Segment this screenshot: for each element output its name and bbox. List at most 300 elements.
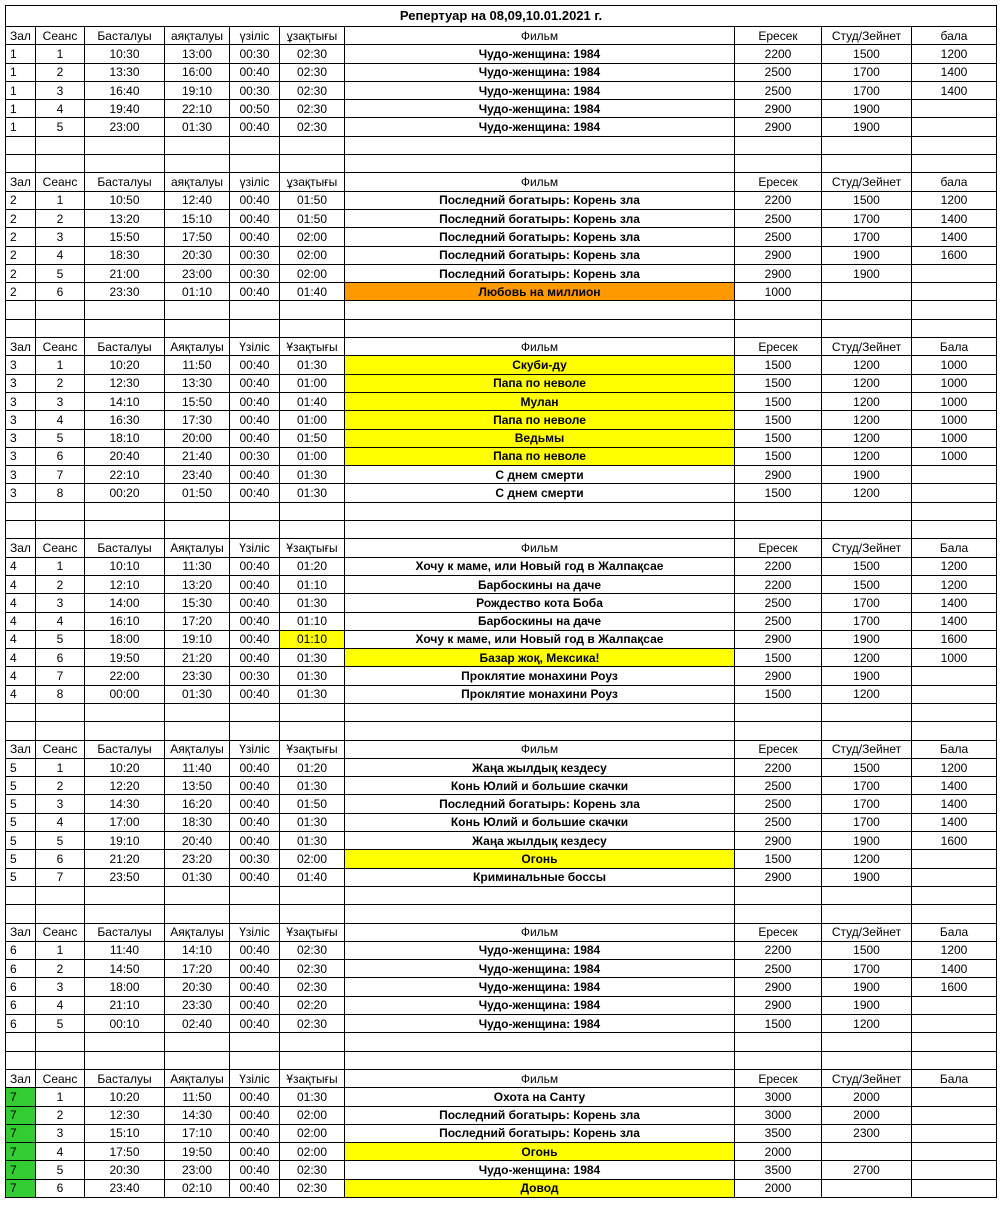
table-row xyxy=(6,411,997,429)
cell-start: 14:10 xyxy=(85,392,165,410)
cell-film: Последний богатырь: Корень зла xyxy=(345,228,735,246)
header-student: Студ/Зейнет xyxy=(822,923,912,941)
cell-child: 1400 xyxy=(912,813,997,831)
cell-adult: 2500 xyxy=(735,795,822,813)
cell-hall: 7 xyxy=(6,1161,36,1179)
cell-session: 2 xyxy=(36,777,85,795)
cell-start: 11:40 xyxy=(85,941,165,959)
empty-cell xyxy=(230,502,280,520)
cell-end: 01:30 xyxy=(165,118,230,136)
cell-film: Последний богатырь: Корень зла xyxy=(345,1106,735,1124)
cell-end: 01:30 xyxy=(165,868,230,886)
cell-duration: 02:00 xyxy=(280,228,345,246)
cell-student: 1200 xyxy=(822,447,912,465)
cell-session: 1 xyxy=(36,557,85,575)
cell-break: 00:30 xyxy=(230,850,280,868)
cell-end: 01:50 xyxy=(165,484,230,502)
cell-session: 4 xyxy=(36,246,85,264)
cell-break: 00:40 xyxy=(230,411,280,429)
cell-start: 14:30 xyxy=(85,795,165,813)
empty-cell xyxy=(165,502,230,520)
cell-film: С днем смерти xyxy=(345,466,735,484)
cell-duration: 01:00 xyxy=(280,447,345,465)
empty-cell xyxy=(6,521,36,539)
cell-start: 12:10 xyxy=(85,575,165,593)
cell-adult: 2900 xyxy=(735,996,822,1014)
cell-student: 1700 xyxy=(822,960,912,978)
cell-student: 1200 xyxy=(822,1015,912,1033)
empty-cell xyxy=(36,319,85,337)
header-session: Сеанс xyxy=(36,173,85,191)
header-session: Сеанс xyxy=(36,539,85,557)
header-film: Фильм xyxy=(345,923,735,941)
empty-cell xyxy=(280,301,345,319)
cell-student: 1700 xyxy=(822,795,912,813)
header-session: Сеанс xyxy=(36,27,85,45)
table-row xyxy=(6,447,997,465)
cell-child xyxy=(912,850,997,868)
empty-cell xyxy=(85,521,165,539)
cell-hall: 6 xyxy=(6,996,36,1014)
cell-break: 00:40 xyxy=(230,1179,280,1197)
table-row xyxy=(6,246,997,264)
cell-adult: 2900 xyxy=(735,868,822,886)
empty-cell xyxy=(6,136,36,154)
cell-duration: 01:50 xyxy=(280,209,345,227)
cell-break: 00:40 xyxy=(230,374,280,392)
table-row xyxy=(6,630,997,648)
empty-cell xyxy=(165,703,230,721)
cell-break: 00:40 xyxy=(230,996,280,1014)
cell-adult: 1500 xyxy=(735,685,822,703)
empty-cell xyxy=(822,521,912,539)
header-student: Студ/Зейнет xyxy=(822,27,912,45)
cell-hall: 4 xyxy=(6,575,36,593)
empty-cell xyxy=(280,155,345,173)
header-hall: Зал xyxy=(6,1069,36,1087)
cell-hall: 7 xyxy=(6,1088,36,1106)
cell-student: 1500 xyxy=(822,45,912,63)
cell-break: 00:40 xyxy=(230,630,280,648)
cell-hall: 3 xyxy=(6,466,36,484)
cell-student xyxy=(822,1179,912,1197)
cell-start: 16:40 xyxy=(85,81,165,99)
cell-film: С днем смерти xyxy=(345,484,735,502)
empty-cell xyxy=(165,1033,230,1051)
empty-cell xyxy=(36,521,85,539)
header-duration: Ұзақтығы xyxy=(280,740,345,758)
cell-hall: 3 xyxy=(6,429,36,447)
cell-start: 18:00 xyxy=(85,978,165,996)
empty-cell xyxy=(345,703,735,721)
cell-start: 16:10 xyxy=(85,612,165,630)
empty-cell xyxy=(36,155,85,173)
empty-cell xyxy=(280,703,345,721)
empty-cell xyxy=(345,1051,735,1069)
cell-end: 17:30 xyxy=(165,411,230,429)
cell-adult: 1500 xyxy=(735,850,822,868)
table-row xyxy=(6,850,997,868)
cell-film: Любовь на миллион xyxy=(345,283,735,301)
cell-duration: 02:00 xyxy=(280,1124,345,1142)
repertoire-table xyxy=(5,5,997,1198)
cell-end: 22:10 xyxy=(165,100,230,118)
header-child: Бала xyxy=(912,740,997,758)
cell-end: 23:20 xyxy=(165,850,230,868)
table-row xyxy=(6,868,997,886)
cell-child: 1000 xyxy=(912,447,997,465)
cell-start: 12:30 xyxy=(85,1106,165,1124)
cell-film: Базар жоқ, Мексика! xyxy=(345,649,735,667)
empty-cell xyxy=(36,722,85,740)
cell-start: 14:50 xyxy=(85,960,165,978)
cell-session: 3 xyxy=(36,81,85,99)
empty-cell xyxy=(36,905,85,923)
cell-session: 2 xyxy=(36,374,85,392)
cell-break: 00:40 xyxy=(230,758,280,776)
blank-row xyxy=(6,502,997,520)
cell-student: 1700 xyxy=(822,777,912,795)
cell-adult: 3500 xyxy=(735,1161,822,1179)
cell-session: 4 xyxy=(36,996,85,1014)
table-row xyxy=(6,356,997,374)
cell-hall: 1 xyxy=(6,118,36,136)
cell-adult: 1500 xyxy=(735,392,822,410)
cell-student: 2300 xyxy=(822,1124,912,1142)
cell-break: 00:30 xyxy=(230,667,280,685)
cell-child: 1600 xyxy=(912,246,997,264)
cell-end: 23:00 xyxy=(165,1161,230,1179)
cell-student xyxy=(822,283,912,301)
cell-student: 1500 xyxy=(822,941,912,959)
empty-cell xyxy=(165,319,230,337)
cell-break: 00:40 xyxy=(230,649,280,667)
cell-start: 20:40 xyxy=(85,447,165,465)
cell-break: 00:40 xyxy=(230,118,280,136)
header-start: Басталуы xyxy=(85,173,165,191)
header-adult: Ересек xyxy=(735,923,822,941)
cell-student: 1900 xyxy=(822,667,912,685)
cell-child xyxy=(912,1143,997,1161)
header-row xyxy=(6,1069,997,1087)
cell-film: Проклятие монахини Роуз xyxy=(345,667,735,685)
cell-duration: 01:30 xyxy=(280,484,345,502)
blank-row xyxy=(6,722,997,740)
table-row xyxy=(6,429,997,447)
cell-duration: 02:30 xyxy=(280,941,345,959)
table-row xyxy=(6,612,997,630)
cell-session: 6 xyxy=(36,283,85,301)
header-student: Студ/Зейнет xyxy=(822,740,912,758)
cell-hall: 4 xyxy=(6,557,36,575)
header-break: Үзіліс xyxy=(230,1069,280,1087)
cell-student: 1500 xyxy=(822,557,912,575)
cell-film: Барбоскины на даче xyxy=(345,575,735,593)
cell-break: 00:40 xyxy=(230,832,280,850)
cell-session: 2 xyxy=(36,209,85,227)
cell-end: 13:30 xyxy=(165,374,230,392)
cell-adult: 2000 xyxy=(735,1179,822,1197)
table-row xyxy=(6,1161,997,1179)
table-row xyxy=(6,1015,997,1033)
empty-cell xyxy=(345,722,735,740)
table-row xyxy=(6,209,997,227)
cell-start: 19:10 xyxy=(85,832,165,850)
empty-cell xyxy=(735,703,822,721)
cell-student: 1200 xyxy=(822,685,912,703)
cell-film: Ведьмы xyxy=(345,429,735,447)
cell-end: 16:00 xyxy=(165,63,230,81)
cell-duration: 02:30 xyxy=(280,100,345,118)
cell-session: 7 xyxy=(36,466,85,484)
empty-cell xyxy=(165,136,230,154)
table-row xyxy=(6,118,997,136)
cell-break: 00:40 xyxy=(230,191,280,209)
cell-start: 15:50 xyxy=(85,228,165,246)
empty-cell xyxy=(735,136,822,154)
cell-adult: 2900 xyxy=(735,630,822,648)
empty-cell xyxy=(230,301,280,319)
cell-end: 23:40 xyxy=(165,466,230,484)
cell-break: 00:40 xyxy=(230,283,280,301)
table-row xyxy=(6,594,997,612)
cell-break: 00:40 xyxy=(230,868,280,886)
empty-cell xyxy=(230,722,280,740)
cell-adult: 2500 xyxy=(735,777,822,795)
cell-break: 00:40 xyxy=(230,1161,280,1179)
cell-duration: 01:10 xyxy=(280,612,345,630)
cell-break: 00:40 xyxy=(230,1088,280,1106)
cell-start: 13:30 xyxy=(85,63,165,81)
cell-student: 1500 xyxy=(822,575,912,593)
empty-cell xyxy=(36,301,85,319)
empty-cell xyxy=(36,1051,85,1069)
empty-cell xyxy=(36,703,85,721)
cell-child xyxy=(912,484,997,502)
cell-duration: 01:30 xyxy=(280,466,345,484)
empty-cell xyxy=(36,502,85,520)
header-row xyxy=(6,923,997,941)
empty-cell xyxy=(230,1051,280,1069)
cell-duration: 02:00 xyxy=(280,1143,345,1161)
cell-start: 19:50 xyxy=(85,649,165,667)
cell-film: Чудо-женщина: 1984 xyxy=(345,100,735,118)
cell-child: 1200 xyxy=(912,45,997,63)
empty-cell xyxy=(6,1051,36,1069)
empty-cell xyxy=(735,502,822,520)
cell-hall: 6 xyxy=(6,960,36,978)
cell-adult: 2500 xyxy=(735,81,822,99)
cell-session: 4 xyxy=(36,100,85,118)
empty-cell xyxy=(912,703,997,721)
cell-child: 1200 xyxy=(912,575,997,593)
cell-hall: 5 xyxy=(6,777,36,795)
cell-end: 14:10 xyxy=(165,941,230,959)
empty-cell xyxy=(6,1033,36,1051)
cell-break: 00:40 xyxy=(230,795,280,813)
cell-adult: 2500 xyxy=(735,612,822,630)
table-row xyxy=(6,649,997,667)
cell-adult: 1500 xyxy=(735,429,822,447)
cell-child: 1600 xyxy=(912,978,997,996)
table-row xyxy=(6,374,997,392)
cell-student: 1500 xyxy=(822,758,912,776)
cell-session: 6 xyxy=(36,649,85,667)
cell-child: 1000 xyxy=(912,411,997,429)
header-break: Үзіліс xyxy=(230,539,280,557)
cell-session: 7 xyxy=(36,667,85,685)
header-hall: Зал xyxy=(6,173,36,191)
cell-end: 11:30 xyxy=(165,557,230,575)
cell-break: 00:40 xyxy=(230,612,280,630)
cell-hall: 1 xyxy=(6,63,36,81)
table-row xyxy=(6,45,997,63)
cell-film: Криминальные боссы xyxy=(345,868,735,886)
cell-duration: 02:30 xyxy=(280,1161,345,1179)
cell-duration: 01:30 xyxy=(280,649,345,667)
cell-start: 00:00 xyxy=(85,685,165,703)
cell-end: 11:50 xyxy=(165,356,230,374)
cell-duration: 01:30 xyxy=(280,685,345,703)
cell-film: Хочу к маме, или Новый год в Жалпақсае xyxy=(345,557,735,575)
cell-film: Последний богатырь: Корень зла xyxy=(345,191,735,209)
cell-session: 1 xyxy=(36,191,85,209)
cell-student: 1700 xyxy=(822,63,912,81)
empty-cell xyxy=(822,1051,912,1069)
table-row xyxy=(6,264,997,282)
empty-cell xyxy=(822,319,912,337)
cell-duration: 02:20 xyxy=(280,996,345,1014)
table-row xyxy=(6,667,997,685)
header-student: Студ/Зейнет xyxy=(822,173,912,191)
cell-duration: 01:30 xyxy=(280,1088,345,1106)
header-adult: Ересек xyxy=(735,1069,822,1087)
cell-start: 12:20 xyxy=(85,777,165,795)
cell-hall: 2 xyxy=(6,283,36,301)
cell-start: 16:30 xyxy=(85,411,165,429)
cell-adult: 2200 xyxy=(735,557,822,575)
cell-break: 00:40 xyxy=(230,1124,280,1142)
cell-start: 00:20 xyxy=(85,484,165,502)
blank-row xyxy=(6,1033,997,1051)
cell-end: 13:50 xyxy=(165,777,230,795)
cell-duration: 01:40 xyxy=(280,868,345,886)
cell-hall: 6 xyxy=(6,978,36,996)
empty-cell xyxy=(822,301,912,319)
cell-film: Чудо-женщина: 1984 xyxy=(345,45,735,63)
cell-film: Огонь xyxy=(345,850,735,868)
header-hall: Зал xyxy=(6,539,36,557)
cell-break: 00:50 xyxy=(230,100,280,118)
title-row xyxy=(6,6,997,27)
cell-end: 15:10 xyxy=(165,209,230,227)
cell-session: 5 xyxy=(36,264,85,282)
cell-student: 1900 xyxy=(822,630,912,648)
header-session: Сеанс xyxy=(36,338,85,356)
empty-cell xyxy=(280,1051,345,1069)
blank-row xyxy=(6,521,997,539)
cell-break: 00:40 xyxy=(230,209,280,227)
cell-break: 00:40 xyxy=(230,978,280,996)
cell-start: 18:30 xyxy=(85,246,165,264)
cell-end: 20:30 xyxy=(165,246,230,264)
cell-film: Чудо-женщина: 1984 xyxy=(345,996,735,1014)
cell-student: 1200 xyxy=(822,484,912,502)
cell-end: 18:30 xyxy=(165,813,230,831)
cell-duration: 01:30 xyxy=(280,594,345,612)
cell-end: 19:50 xyxy=(165,1143,230,1161)
header-start: Басталуы xyxy=(85,27,165,45)
empty-cell xyxy=(6,722,36,740)
cell-session: 4 xyxy=(36,612,85,630)
empty-cell xyxy=(280,136,345,154)
cell-duration: 02:00 xyxy=(280,1106,345,1124)
cell-student: 1200 xyxy=(822,374,912,392)
cell-break: 00:40 xyxy=(230,557,280,575)
empty-cell xyxy=(280,502,345,520)
cell-adult: 3000 xyxy=(735,1106,822,1124)
cell-break: 00:30 xyxy=(230,447,280,465)
empty-cell xyxy=(912,905,997,923)
cell-film: Чудо-женщина: 1984 xyxy=(345,941,735,959)
empty-cell xyxy=(85,703,165,721)
blank-row xyxy=(6,886,997,904)
header-break: үзіліс xyxy=(230,173,280,191)
cell-hall: 5 xyxy=(6,850,36,868)
header-row xyxy=(6,27,997,45)
cell-child: 1400 xyxy=(912,209,997,227)
empty-cell xyxy=(822,886,912,904)
cell-session: 5 xyxy=(36,832,85,850)
cell-child xyxy=(912,1015,997,1033)
cell-break: 00:40 xyxy=(230,813,280,831)
empty-cell xyxy=(6,301,36,319)
header-film: Фильм xyxy=(345,740,735,758)
cell-start: 21:10 xyxy=(85,996,165,1014)
cell-child xyxy=(912,667,997,685)
header-student: Студ/Зейнет xyxy=(822,539,912,557)
table-row xyxy=(6,777,997,795)
cell-hall: 3 xyxy=(6,484,36,502)
empty-cell xyxy=(6,905,36,923)
empty-cell xyxy=(85,155,165,173)
table-row xyxy=(6,685,997,703)
cell-duration: 02:00 xyxy=(280,264,345,282)
cell-child: 1400 xyxy=(912,612,997,630)
blank-row xyxy=(6,136,997,154)
cell-session: 6 xyxy=(36,1179,85,1197)
cell-duration: 01:30 xyxy=(280,777,345,795)
cell-start: 18:10 xyxy=(85,429,165,447)
empty-cell xyxy=(6,319,36,337)
header-adult: Ересек xyxy=(735,338,822,356)
cell-session: 4 xyxy=(36,1143,85,1161)
cell-hall: 6 xyxy=(6,941,36,959)
empty-cell xyxy=(912,886,997,904)
cell-adult: 2200 xyxy=(735,941,822,959)
cell-film: Барбоскины на даче xyxy=(345,612,735,630)
empty-cell xyxy=(85,319,165,337)
header-child: Бала xyxy=(912,923,997,941)
cell-film: Рождество кота Боба xyxy=(345,594,735,612)
empty-cell xyxy=(345,521,735,539)
table-row xyxy=(6,813,997,831)
cell-film: Конь Юлий и большие скачки xyxy=(345,777,735,795)
cell-adult: 2900 xyxy=(735,667,822,685)
cell-adult: 2500 xyxy=(735,228,822,246)
cell-film: Чудо-женщина: 1984 xyxy=(345,1161,735,1179)
cell-child xyxy=(912,1088,997,1106)
